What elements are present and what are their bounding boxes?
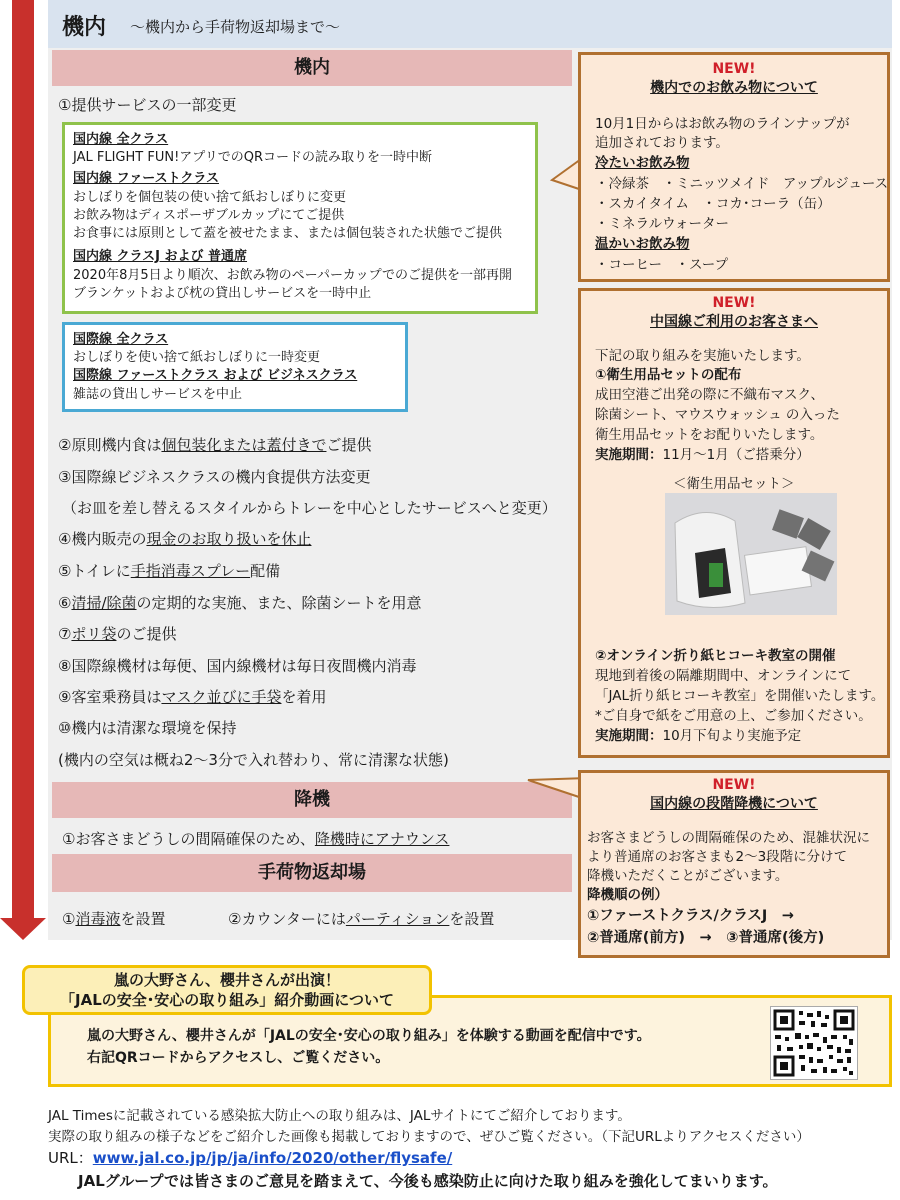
qr-code[interactable]: [770, 1006, 858, 1080]
url-label: URL：: [48, 1149, 93, 1167]
hygiene-kit-photo: [665, 493, 837, 615]
mouthwash-shape: [709, 563, 723, 587]
progress-arrow-shaft: [12, 0, 34, 920]
notice-subheading: 温かいお飲み物: [595, 236, 690, 252]
order-line: ①ファーストクラス/クラスJ →: [587, 908, 794, 924]
notice-line: 10月1日からはお飲み物のラインナップが: [595, 116, 850, 132]
inflight-item-7: [58, 623, 176, 644]
emphasis: 個包装化または蓋付きで: [161, 436, 327, 454]
notice-line: *ご自身で紙をご用意の上、ご参加ください。: [595, 708, 872, 724]
footer-line: 実際の取り組みの様子などをご紹介した画像も掲載しておりますので、ぜひご覧ください。（下記URLよりアクセスください）: [48, 1129, 810, 1145]
text: ⑦: [58, 625, 72, 643]
text: のご提供: [116, 625, 177, 643]
box-line: おしぼりを個包装の使い捨て紙おしぼりに変更: [73, 190, 347, 205]
baggage-item-2: [228, 908, 494, 929]
box-heading: 国内線 全クラス: [73, 132, 169, 147]
box-line: ブランケットおよび枕の貸出しサービスを一時中止: [73, 286, 372, 301]
emphasis: 降機時にアナウンス: [314, 830, 450, 848]
order-line: ②普通席(前方) → ③普通席(後方): [587, 930, 825, 946]
inflight-item-8: ⑧国際線機材は毎便、国内線機材は毎日夜間機内消毒: [58, 657, 417, 675]
text: を設置: [449, 910, 495, 928]
notice-subheading: ①衛生用品セットの配布: [595, 367, 742, 383]
text: を設置: [120, 910, 166, 928]
new-badge: NEW!: [712, 295, 756, 311]
notice-line: より普通席のお客さまも2～3段階に分けて: [587, 849, 848, 865]
notice-subheading: ②オンライン折り紙ヒコーキ教室の開催: [595, 648, 836, 664]
text: ②原則機内食は: [58, 436, 162, 454]
notice-subheading: 降機順の例）: [587, 887, 668, 903]
notice-heading: 機内でのお飲み物について: [650, 80, 818, 96]
text: ④機内販売の: [58, 530, 147, 548]
inflight-item-10-sub: (機内の空気は概ね2～3分で入れ替わり、常に清潔な状態): [58, 751, 449, 769]
period-label: 実施期間：: [595, 728, 663, 744]
box-heading: 国際線 全クラス: [73, 332, 169, 347]
notice-line: ・ミネラルウォーター: [595, 216, 730, 232]
text: ご提供: [326, 436, 372, 454]
period-value: 11月～1月（ご搭乗分）: [662, 447, 810, 463]
inflight-item-4: [58, 528, 311, 549]
new-badge: NEW!: [712, 61, 756, 77]
inflight-item-5: [58, 560, 280, 581]
text: ②カウンターには: [228, 910, 346, 928]
period-label: 実施期間：: [595, 447, 663, 463]
deplane-item: [62, 828, 449, 849]
inflight-item-6: [58, 592, 422, 613]
section-heading-deplane: 降機: [52, 782, 572, 818]
emphasis: 消毒液: [75, 910, 121, 928]
period-value: 10月下旬より実施予定: [662, 728, 802, 744]
text: 配備: [250, 562, 281, 580]
period-line: [595, 446, 810, 465]
box-line: お飲み物はディスポーザブルカップにてご提供: [73, 208, 345, 223]
text: ①お客さまどうしの間隔確保のため、: [62, 830, 315, 848]
progress-arrow-head: [0, 918, 46, 940]
notice-line: 降機いただくことがございます。: [587, 868, 789, 884]
page-subtitle: ～機内から手荷物返却場まで～: [130, 18, 341, 36]
text: ⑨客室乗務員は: [58, 688, 162, 706]
china-route-notice: [578, 288, 890, 758]
qr-finder-center: [840, 1016, 848, 1024]
emphasis: 清掃/除菌: [71, 594, 137, 612]
notice-line: 下記の取り組みを実施いたします。: [595, 348, 810, 364]
qr-finder-center: [780, 1016, 788, 1024]
qr-finder-center: [780, 1062, 788, 1070]
notice-heading: 中国線ご利用のお客さまへ: [650, 314, 818, 330]
notice-line: 「JAL折り紙ヒコーキ教室」を開催いたします。: [595, 688, 885, 704]
video-notice-title: [22, 965, 432, 1015]
inflight-item-9: [58, 686, 326, 707]
text: ①: [62, 910, 76, 928]
text: ⑤トイレに: [58, 562, 131, 580]
text: を着用: [281, 688, 327, 706]
inflight-item-3-sub: （お皿を差し替えるスタイルからトレーを中心としたサービスへと変更）: [62, 499, 557, 517]
period-line: [595, 727, 801, 746]
notice-line: ・冷緑茶 ・ミニッツメイド アップルジュース: [595, 176, 889, 192]
closing-statement: JALグループでは皆さまのご意見を踏まえて、今後も感染防止に向けた取り組みを強化してまいります。: [78, 1172, 778, 1190]
section-heading-inflight: 機内: [52, 50, 572, 86]
page-title: 機内: [62, 15, 107, 40]
box-line: 雑誌の貸出しサービスを中止: [73, 387, 243, 402]
box-line: おしぼりを使い捨て紙おしぼりに一時変更: [73, 350, 321, 365]
notice-line: 衛生用品セットをお配りいたします。: [595, 427, 824, 443]
notice-line: 追加されております。: [595, 135, 729, 151]
baggage-item-1: [62, 908, 165, 929]
new-badge: NEW!: [712, 777, 756, 793]
inflight-item-10: ⑩機内は清潔な環境を保持: [58, 719, 237, 737]
text: の定期的な実施、また、除菌シートを用意: [136, 594, 422, 612]
flysafe-link[interactable]: www.jal.co.jp/jp/ja/info/2020/other/flysafe/: [92, 1149, 453, 1167]
notice-line: 現地到着後の隔離期間中、オンラインにて: [595, 668, 852, 684]
notice-heading: 国内線の段階降機について: [650, 796, 818, 812]
text: ⑥: [58, 594, 72, 612]
emphasis: 手指消毒スプレー: [130, 562, 251, 580]
emphasis: 現金のお取り扱いを休止: [146, 530, 312, 548]
video-title-line: 嵐の大野さん、櫻井さんが出演！: [114, 971, 340, 989]
emphasis: マスク並びに手袋: [161, 688, 282, 706]
box-heading: 国内線 ファーストクラス: [73, 171, 219, 186]
inflight-item-2: [58, 434, 371, 455]
international-services-box: [62, 322, 408, 412]
domestic-services-box: [62, 122, 538, 314]
box-line: お食事には原則として蓋を被せたまま、または個包装された状態でご提供: [73, 226, 503, 241]
footer-url-line: [48, 1147, 452, 1168]
notice-line: ・コーヒー ・スープ: [595, 257, 729, 273]
inflight-item-3: ③国際線ビジネスクラスの機内食提供方法変更: [58, 468, 371, 486]
notice-line: ・スカイタイム ・コカ･コーラ（缶）: [595, 196, 831, 212]
box-line: JAL FLIGHT FUN!アプリでのQRコードの読み取りを一時中断: [73, 150, 433, 165]
notice-subheading: 冷たいお飲み物: [595, 155, 690, 171]
image-caption: ＜衛生用品セット＞: [673, 476, 795, 492]
section-heading-baggage: 手荷物返却場: [52, 854, 572, 892]
notice-line: お客さまどうしの間隔確保のため、混雑状況に: [587, 830, 870, 846]
emphasis: パーティション: [345, 910, 450, 928]
drinks-notice: [578, 52, 890, 282]
inflight-item-1: ①提供サービスの一部変更: [58, 96, 237, 114]
notice-line: 成田空港ご出発の際に不織布マスク、: [595, 387, 824, 403]
box-line: 2020年8月5日より順次、お飲み物のペーパーカップでのご提供を一部再開: [73, 268, 512, 283]
footer-line: JAL Timesに記載されている感染拡大防止への取り組みは、JALサイトにてご紹介しております。: [48, 1108, 631, 1124]
video-line: 右記QRコードからアクセスし、ご覧ください。: [87, 1050, 390, 1066]
box-heading: 国内線 クラスJ および 普通席: [73, 249, 248, 264]
mask-pack-shape: [745, 547, 812, 595]
box-heading: 国際線 ファーストクラス および ビジネスクラス: [73, 368, 358, 383]
emphasis: ポリ袋: [71, 625, 117, 643]
notice-line: 除菌シート、マウスウォッシュ の入った: [595, 407, 840, 423]
staged-deplane-notice: [578, 770, 890, 958]
video-title-line: 「JALの安全･安心の取り組み」紹介動画について: [60, 991, 394, 1009]
video-line: 嵐の大野さん、櫻井さんが「JALの安全･安心の取り組み」を体験する動画を配信中です。: [87, 1028, 651, 1044]
